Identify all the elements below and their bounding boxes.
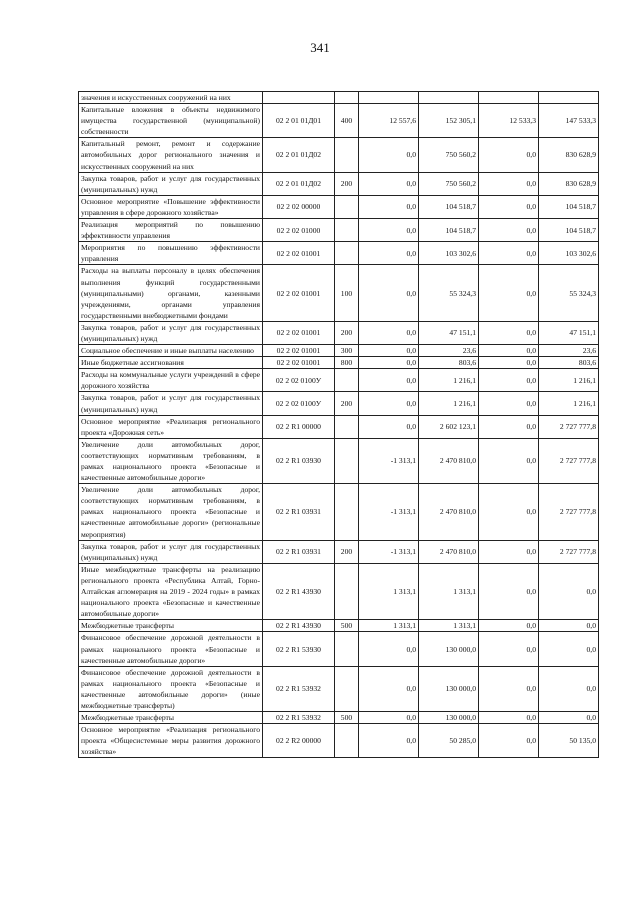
row-value-3 (479, 92, 539, 104)
row-name: Иные межбюджетные трансферты на реализацию регионального проекта «Республика Алтай, Горно-Алтайская агломерация на 2019 - 2024 годы» в рамках национального проекта «Безопасные и качественные автомобильные дороги» (79, 563, 263, 619)
row-name: Социальное обеспечение и иные выплаты населению (79, 345, 263, 357)
row-value-1: 1 313,1 (359, 620, 419, 632)
row-expense-type: 200 (335, 540, 359, 563)
row-value-4: 104 518,7 (539, 195, 599, 218)
row-expense-type: 200 (335, 172, 359, 195)
row-value-4: 55 324,3 (539, 265, 599, 321)
row-value-1: 0,0 (359, 219, 419, 242)
row-value-4: 0,0 (539, 712, 599, 724)
table-row (79, 632, 599, 666)
row-value-1: 0,0 (359, 666, 419, 711)
row-value-1: 1 313,1 (359, 563, 419, 619)
row-code: 02 2 01 01Д02 (263, 138, 335, 172)
row-value-3: 0,0 (479, 415, 539, 438)
table-row (79, 92, 599, 104)
row-value-4: 2 727 777,8 (539, 484, 599, 540)
row-value-2: 50 285,0 (419, 724, 479, 758)
row-expense-type: 200 (335, 321, 359, 344)
row-value-1: 0,0 (359, 321, 419, 344)
row-value-3: 0,0 (479, 540, 539, 563)
row-expense-type: 500 (335, 712, 359, 724)
row-name: Закупка товаров, работ и услуг для государственных (муниципальных) нужд (79, 172, 263, 195)
row-expense-type (335, 242, 359, 265)
row-expense-type: 400 (335, 104, 359, 138)
row-expense-type (335, 92, 359, 104)
row-name: Межбюджетные трансферты (79, 712, 263, 724)
row-code: 02 2 02 01000 (263, 219, 335, 242)
row-value-2 (419, 92, 479, 104)
row-code: 02 2 R1 03931 (263, 484, 335, 540)
row-value-4: 104 518,7 (539, 219, 599, 242)
table-row (79, 345, 599, 357)
row-value-4: 830 628,9 (539, 172, 599, 195)
row-value-3: 0,0 (479, 563, 539, 619)
row-expense-type (335, 632, 359, 666)
row-value-1: 0,0 (359, 392, 419, 415)
row-value-2: 1 216,1 (419, 392, 479, 415)
row-name: Закупка товаров, работ и услуг для государственных (муниципальных) нужд (79, 392, 263, 415)
row-name: Основное мероприятие «Реализация регионального проекта «Общесистемные меры развития дорожного хозяйства» (79, 724, 263, 758)
row-value-1 (359, 92, 419, 104)
table-row (79, 712, 599, 724)
row-value-2: 750 560,2 (419, 138, 479, 172)
row-expense-type (335, 438, 359, 483)
row-name: Увеличение доли автомобильных дорог, соответствующих нормативным требованиям, в рамках национального проекта «Безопасные и качественные автомобильные дороги» (региональные мероприятия) (79, 484, 263, 540)
row-name: Закупка товаров, работ и услуг для государственных (муниципальных) нужд (79, 540, 263, 563)
row-value-2: 1 216,1 (419, 369, 479, 392)
row-value-4: 0,0 (539, 632, 599, 666)
row-expense-type: 200 (335, 392, 359, 415)
row-code: 02 2 R2 00000 (263, 724, 335, 758)
row-value-2: 104 518,7 (419, 195, 479, 218)
row-value-2: 55 324,3 (419, 265, 479, 321)
row-name: Закупка товаров, работ и услуг для государственных (муниципальных) нужд (79, 321, 263, 344)
row-value-1: 12 557,6 (359, 104, 419, 138)
row-value-3: 0,0 (479, 345, 539, 357)
row-code: 02 2 01 01Д01 (263, 104, 335, 138)
row-expense-type (335, 666, 359, 711)
table-row (79, 321, 599, 344)
row-expense-type: 500 (335, 620, 359, 632)
row-expense-type: 300 (335, 345, 359, 357)
row-value-3: 0,0 (479, 242, 539, 265)
row-value-1: 0,0 (359, 195, 419, 218)
table-row (79, 563, 599, 619)
row-value-1: 0,0 (359, 632, 419, 666)
row-code: 02 2 R1 53932 (263, 666, 335, 711)
row-name: Расходы на выплаты персоналу в целях обеспечения выполнения функций государственными (муниципальными) органами, казенными учреждениями, органами управления государственными внебюджетными фондами (79, 265, 263, 321)
row-value-2: 1 313,1 (419, 563, 479, 619)
row-value-3: 0,0 (479, 172, 539, 195)
row-expense-type (335, 219, 359, 242)
row-name: Капитальный ремонт, ремонт и содержание автомобильных дорог регионального значения и искусственных сооружений на них (79, 138, 263, 172)
row-value-4: 2 727 777,8 (539, 438, 599, 483)
row-expense-type (335, 138, 359, 172)
row-value-3: 0,0 (479, 369, 539, 392)
row-value-3: 0,0 (479, 632, 539, 666)
row-code: 02 2 R1 53930 (263, 632, 335, 666)
row-value-1: 0,0 (359, 242, 419, 265)
row-code: 02 2 R1 43930 (263, 620, 335, 632)
row-code: 02 2 R1 53932 (263, 712, 335, 724)
table-row (79, 138, 599, 172)
row-value-2: 2 470 810,0 (419, 540, 479, 563)
row-code: 02 2 R1 03931 (263, 540, 335, 563)
row-code: 02 2 02 01001 (263, 265, 335, 321)
row-value-2: 2 470 810,0 (419, 438, 479, 483)
row-value-1: 0,0 (359, 369, 419, 392)
row-value-3: 0,0 (479, 666, 539, 711)
row-value-4: 803,6 (539, 357, 599, 369)
row-value-3: 0,0 (479, 724, 539, 758)
row-value-4 (539, 92, 599, 104)
row-value-3: 0,0 (479, 195, 539, 218)
row-value-3: 0,0 (479, 712, 539, 724)
row-name: Расходы на коммунальные услуги учреждений в сфере дорожного хозяйства (79, 369, 263, 392)
table-row (79, 357, 599, 369)
row-value-3: 0,0 (479, 392, 539, 415)
row-value-3: 0,0 (479, 321, 539, 344)
row-value-1: -1 313,1 (359, 484, 419, 540)
row-expense-type (335, 484, 359, 540)
row-value-1: 0,0 (359, 415, 419, 438)
row-value-4: 2 727 777,8 (539, 415, 599, 438)
row-value-1: 0,0 (359, 357, 419, 369)
page-number: 341 (310, 40, 330, 55)
row-name: Иные бюджетные ассигнования (79, 357, 263, 369)
row-code: 02 2 02 01001 (263, 345, 335, 357)
row-value-2: 803,6 (419, 357, 479, 369)
row-expense-type (335, 563, 359, 619)
row-value-1: 0,0 (359, 138, 419, 172)
row-value-2: 2 602 123,1 (419, 415, 479, 438)
row-code: 02 2 R1 03930 (263, 438, 335, 483)
row-value-4: 0,0 (539, 563, 599, 619)
table-row (79, 724, 599, 758)
row-value-1: 0,0 (359, 265, 419, 321)
row-name: Основное мероприятие «Реализация регионального проекта «Дорожная сеть» (79, 415, 263, 438)
row-code: 02 2 01 01Д02 (263, 172, 335, 195)
row-value-3: 0,0 (479, 265, 539, 321)
row-value-4: 50 135,0 (539, 724, 599, 758)
row-value-2: 130 000,0 (419, 666, 479, 711)
row-value-4: 830 628,9 (539, 138, 599, 172)
row-value-4: 2 727 777,8 (539, 540, 599, 563)
row-code: 02 2 02 00000 (263, 195, 335, 218)
row-value-2: 103 302,6 (419, 242, 479, 265)
row-name: Реализация мероприятий по повышению эффективности управления (79, 219, 263, 242)
row-value-3: 0,0 (479, 357, 539, 369)
row-name: Финансовое обеспечение дорожной деятельности в рамках национального проекта «Безопасные и качественные автомобильные дороги» (79, 632, 263, 666)
row-expense-type (335, 724, 359, 758)
row-value-3: 0,0 (479, 484, 539, 540)
row-value-2: 130 000,0 (419, 632, 479, 666)
row-value-1: 0,0 (359, 345, 419, 357)
row-name: значения и искусственных сооружений на них (79, 92, 263, 104)
row-value-2: 152 305,1 (419, 104, 479, 138)
table-row (79, 265, 599, 321)
row-value-3: 0,0 (479, 620, 539, 632)
row-value-2: 104 518,7 (419, 219, 479, 242)
row-expense-type (335, 369, 359, 392)
row-value-4: 103 302,6 (539, 242, 599, 265)
row-value-4: 23,6 (539, 345, 599, 357)
table-row (79, 195, 599, 218)
row-expense-type (335, 415, 359, 438)
row-name: Основное мероприятие «Повышение эффективности управления в сфере дорожного хозяйства» (79, 195, 263, 218)
row-name: Финансовое обеспечение дорожной деятельности в рамках национального проекта «Безопасные и качественные автомобильные дороги» (иные межбюджетные трансферты) (79, 666, 263, 711)
row-value-3: 0,0 (479, 138, 539, 172)
row-code (263, 92, 335, 104)
row-code: 02 2 02 0100У (263, 369, 335, 392)
row-value-4: 1 216,1 (539, 369, 599, 392)
row-value-2: 23,6 (419, 345, 479, 357)
row-value-1: 0,0 (359, 172, 419, 195)
table-row (79, 219, 599, 242)
table-row (79, 369, 599, 392)
table-row (79, 620, 599, 632)
row-expense-type: 100 (335, 265, 359, 321)
row-expense-type: 800 (335, 357, 359, 369)
row-code: 02 2 02 01001 (263, 321, 335, 344)
row-value-1: 0,0 (359, 724, 419, 758)
row-expense-type (335, 195, 359, 218)
row-value-3: 0,0 (479, 438, 539, 483)
row-code: 02 2 R1 00000 (263, 415, 335, 438)
table-row (79, 104, 599, 138)
row-value-1: 0,0 (359, 712, 419, 724)
row-value-2: 47 151,1 (419, 321, 479, 344)
row-value-2: 750 560,2 (419, 172, 479, 195)
row-value-3: 0,0 (479, 219, 539, 242)
row-value-4: 0,0 (539, 620, 599, 632)
row-value-4: 1 216,1 (539, 392, 599, 415)
row-value-3: 12 533,3 (479, 104, 539, 138)
table-row (79, 242, 599, 265)
table-row (79, 484, 599, 540)
row-value-4: 47 151,1 (539, 321, 599, 344)
table-row (79, 666, 599, 711)
row-value-1: -1 313,1 (359, 438, 419, 483)
row-value-4: 0,0 (539, 666, 599, 711)
row-name: Капитальные вложения в объекты недвижимого имущества государственной (муниципальной) собственности (79, 104, 263, 138)
row-value-1: -1 313,1 (359, 540, 419, 563)
row-code: 02 2 02 0100У (263, 392, 335, 415)
row-value-2: 130 000,0 (419, 712, 479, 724)
row-value-2: 1 313,1 (419, 620, 479, 632)
table-row (79, 172, 599, 195)
row-value-2: 2 470 810,0 (419, 484, 479, 540)
row-name: Мероприятия по повышению эффективности управления (79, 242, 263, 265)
row-code: 02 2 02 01001 (263, 357, 335, 369)
table-row (79, 540, 599, 563)
table-row (79, 415, 599, 438)
row-code: 02 2 02 01001 (263, 242, 335, 265)
row-name: Увеличение доли автомобильных дорог, соответствующих нормативным требованиям, в рамках национального проекта «Безопасные и качественные автомобильные дороги» (79, 438, 263, 483)
row-code: 02 2 R1 43930 (263, 563, 335, 619)
budget-table (78, 91, 599, 758)
table-row (79, 438, 599, 483)
row-name: Межбюджетные трансферты (79, 620, 263, 632)
table-row (79, 392, 599, 415)
row-value-4: 147 533,3 (539, 104, 599, 138)
